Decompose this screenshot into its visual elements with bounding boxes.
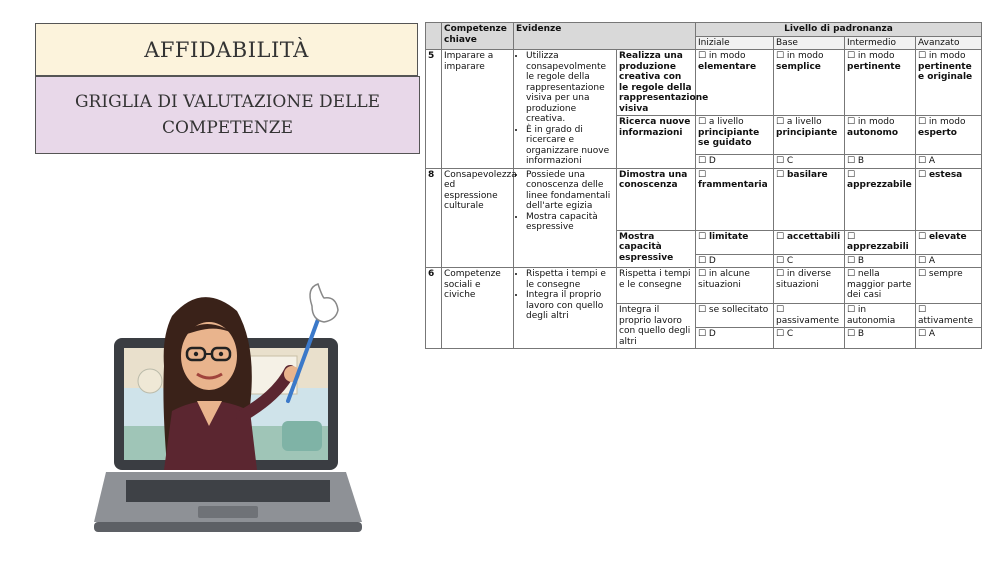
evidenze (514, 168, 617, 268)
header-competenze: Competenze chiave (442, 23, 514, 50)
grade-b[interactable]: ☐ B (845, 155, 916, 169)
grade-c[interactable]: ☐ C (774, 155, 845, 169)
header-livello: Livello di padronanza (696, 23, 982, 37)
competenza: Imparare a imparare (442, 50, 514, 169)
grade-a[interactable]: ☐ A (916, 254, 982, 268)
competenza: Consapevolezza ed espressione culturale (442, 168, 514, 268)
level-cell[interactable]: ☐ in autonomia (845, 304, 916, 328)
row-number: 6 (426, 268, 442, 349)
level-cell[interactable]: ☐ se sollecitato (696, 304, 774, 328)
level-cell[interactable]: ☐ a livello principiante (774, 116, 845, 155)
evidenze (514, 50, 617, 169)
page-title: AFFIDABILITÀ (35, 23, 418, 76)
criterion: Dimostra una conoscenza (617, 168, 696, 230)
grade-b[interactable]: ☐ B (845, 254, 916, 268)
level-avanzato: Avanzato (916, 36, 982, 50)
criterion: Realizza una produzione creativa con le regole della rappresentazione visiva (617, 50, 696, 116)
level-cell[interactable]: ☐ passivamente (774, 304, 845, 328)
competency-grid (425, 22, 982, 349)
evidenza-item: • È in grado di ricercare e organizzare nuove informazioni (526, 125, 614, 167)
header-evidenze: Evidenze (514, 23, 696, 50)
criterion: Ricerca nuove informazioni (617, 116, 696, 169)
level-cell[interactable]: ☐ in modo semplice (774, 50, 845, 116)
level-cell[interactable]: ☐ estesa (916, 168, 982, 230)
level-cell[interactable]: ☐ in modo esperto (916, 116, 982, 155)
level-cell[interactable]: ☐ attivamente (916, 304, 982, 328)
evidenza-item: • Possiede una conoscenza delle linee fondamentali dell'arte egizia (526, 170, 614, 212)
header-num (426, 23, 442, 50)
evidenze (514, 268, 617, 349)
grade-c[interactable]: ☐ C (774, 254, 845, 268)
competenza: Competenze sociali e civiche (442, 268, 514, 349)
criterion: Mostra capacità espressive (617, 230, 696, 268)
level-iniziale: Iniziale (696, 36, 774, 50)
level-cell[interactable]: ☐ a livello principiante se guidato (696, 116, 774, 155)
criterion: Rispetta i tempi e le consegne (617, 268, 696, 304)
grade-a[interactable]: ☐ A (916, 155, 982, 169)
level-cell[interactable]: ☐ frammentaria (696, 168, 774, 230)
level-cell[interactable]: ☐ in modo pertinente (845, 50, 916, 116)
evidenza-item: • Utilizza consapevolmente le regole della rappresentazione visiva per una produzione creativa. (526, 51, 614, 125)
level-cell[interactable]: ☐ elevate (916, 230, 982, 254)
level-cell[interactable]: ☐ in alcune situazioni (696, 268, 774, 304)
grade-d[interactable]: ☐ D (696, 328, 774, 349)
level-cell[interactable]: ☐ sempre (916, 268, 982, 304)
grade-b[interactable]: ☐ B (845, 328, 916, 349)
level-cell[interactable]: ☐ in modo autonomo (845, 116, 916, 155)
grade-a[interactable]: ☐ A (916, 328, 982, 349)
evidenza-item: • Mostra capacità espressive (526, 212, 614, 233)
level-base: Base (774, 36, 845, 50)
page-subtitle: GRIGLIA DI VALUTAZIONE DELLE COMPETENZE (35, 76, 420, 154)
evidenza-item: • Rispetta i tempi e le consegne (526, 269, 614, 290)
row-number: 5 (426, 50, 442, 169)
criterion: Integra il proprio lavoro con quello degli altri (617, 304, 696, 349)
grade-d[interactable]: ☐ D (696, 155, 774, 169)
level-intermedio: Intermedio (845, 36, 916, 50)
grade-c[interactable]: ☐ C (774, 328, 845, 349)
teacher-laptop-illustration (92, 276, 364, 538)
level-cell[interactable]: ☐ limitate (696, 230, 774, 254)
level-cell[interactable]: ☐ apprezzabile (845, 168, 916, 230)
level-cell[interactable]: ☐ basilare (774, 168, 845, 230)
level-cell[interactable]: ☐ apprezzabili (845, 230, 916, 254)
grade-d[interactable]: ☐ D (696, 254, 774, 268)
level-cell[interactable]: ☐ in diverse situazioni (774, 268, 845, 304)
level-cell[interactable]: ☐ accettabili (774, 230, 845, 254)
level-cell[interactable]: ☐ nella maggior parte dei casi (845, 268, 916, 304)
row-number: 8 (426, 168, 442, 268)
evidenza-item: • Integra il proprio lavoro con quello degli altri (526, 290, 614, 322)
level-cell[interactable]: ☐ in modo elementare (696, 50, 774, 116)
level-cell[interactable]: ☐ in modo pertinente e originale (916, 50, 982, 116)
